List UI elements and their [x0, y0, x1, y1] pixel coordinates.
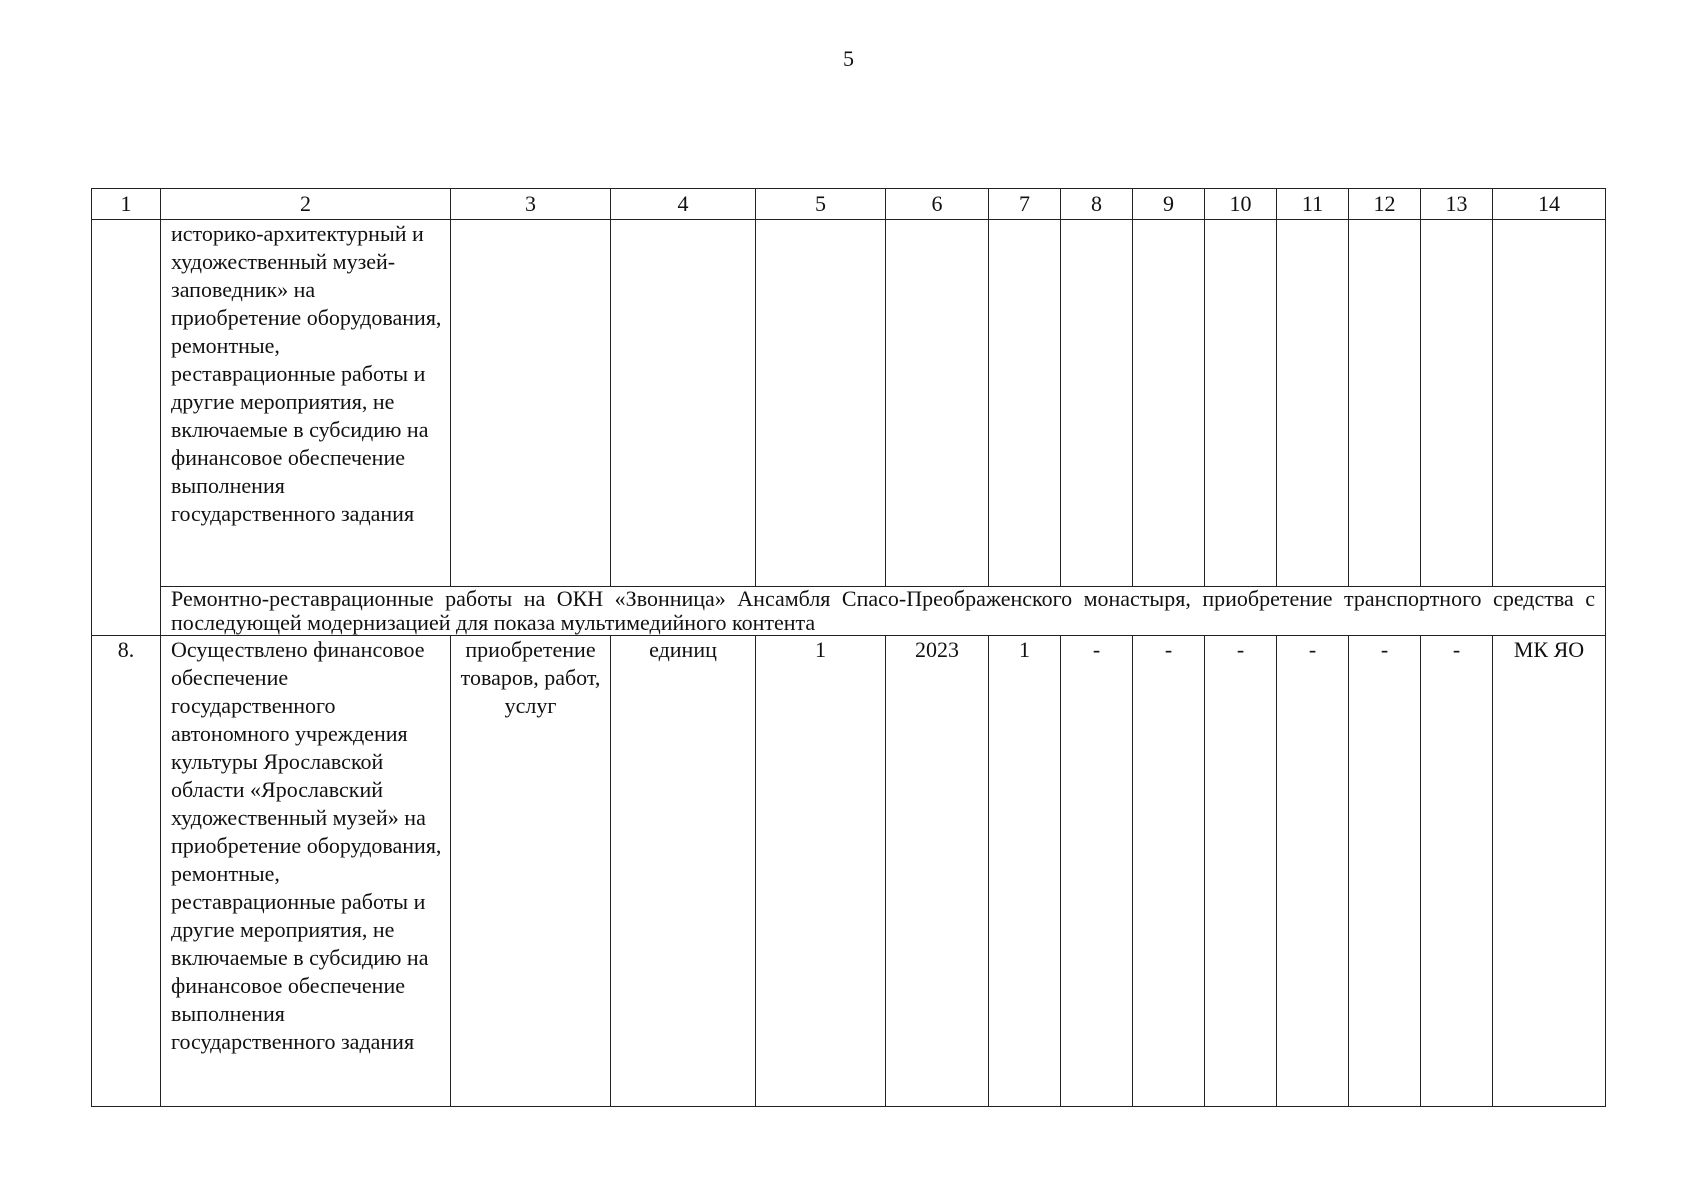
item-description-cell: Осуществлено финансовое обеспечение государственного автономного учреждения культуры Ярославской области «Ярославский художественный музей» на приобретение оборудования, ремонтные, реставрационные работы и другие мероприятия, не включаемые в субсидию на финансовое обеспечение выполнения государственного задания — [161, 636, 451, 1107]
empty-cell — [1133, 220, 1205, 587]
header-cell-2: 2 — [161, 189, 451, 220]
empty-cell — [989, 220, 1061, 587]
item-value-cell: 1 — [756, 636, 886, 1107]
item-type-cell: приобретение товаров, работ, услуг — [451, 636, 611, 1107]
page-number: 5 — [843, 46, 854, 71]
item-col12-cell: - — [1349, 636, 1421, 1107]
header-cell-11: 11 — [1277, 189, 1349, 220]
header-cell-3: 3 — [451, 189, 611, 220]
item-number-cell: 8. — [92, 636, 161, 1107]
header-cell-6: 6 — [886, 189, 989, 220]
empty-cell — [1061, 220, 1133, 587]
item-col10-cell: - — [1205, 636, 1277, 1107]
row-number-cell — [92, 220, 161, 636]
table-row-note — [92, 587, 1606, 636]
note-cell: Ремонтно-реставрационные работы на ОКН «Звонница» Ансамбля Спасо-Преображенского монастыря, приобретение транспортного средства с последующей модернизацией для показа мультимедийного контента — [161, 587, 1606, 636]
item-col13-cell: - — [1421, 636, 1493, 1107]
header-row — [92, 189, 1606, 220]
item-col11-cell: - — [1277, 636, 1349, 1107]
item-year-cell: 2023 — [886, 636, 989, 1107]
empty-cell — [1421, 220, 1493, 587]
header-cell-4: 4 — [611, 189, 756, 220]
empty-cell — [451, 220, 611, 587]
empty-cell — [756, 220, 886, 587]
empty-cell — [1349, 220, 1421, 587]
empty-cell — [611, 220, 756, 587]
table-row-continued — [92, 220, 1606, 587]
header-cell-14: 14 — [1493, 189, 1606, 220]
empty-cell — [1493, 220, 1606, 587]
empty-cell — [1205, 220, 1277, 587]
header-cell-9: 9 — [1133, 189, 1205, 220]
item-responsible-cell: МК ЯО — [1493, 636, 1606, 1107]
header-cell-8: 8 — [1061, 189, 1133, 220]
header-cell-13: 13 — [1421, 189, 1493, 220]
header-cell-5: 5 — [756, 189, 886, 220]
empty-cell — [1277, 220, 1349, 587]
header-cell-1: 1 — [92, 189, 161, 220]
item-col7-cell: 1 — [989, 636, 1061, 1107]
header-cell-12: 12 — [1349, 189, 1421, 220]
document-table — [91, 188, 1606, 1107]
item-unit-cell: единиц — [611, 636, 756, 1107]
header-cell-7: 7 — [989, 189, 1061, 220]
header-cell-10: 10 — [1205, 189, 1277, 220]
empty-cell — [886, 220, 989, 587]
table-row-item-8 — [92, 636, 1606, 1107]
row-description-cell: историко-архитектурный и художественный музей-заповедник» на приобретение оборудования, ремонтные, реставрационные работы и другие мероприятия, не включаемые в субсидию на финансовое обеспечение выполнения государственного задания — [161, 220, 451, 587]
item-col9-cell: - — [1133, 636, 1205, 1107]
item-col8-cell: - — [1061, 636, 1133, 1107]
